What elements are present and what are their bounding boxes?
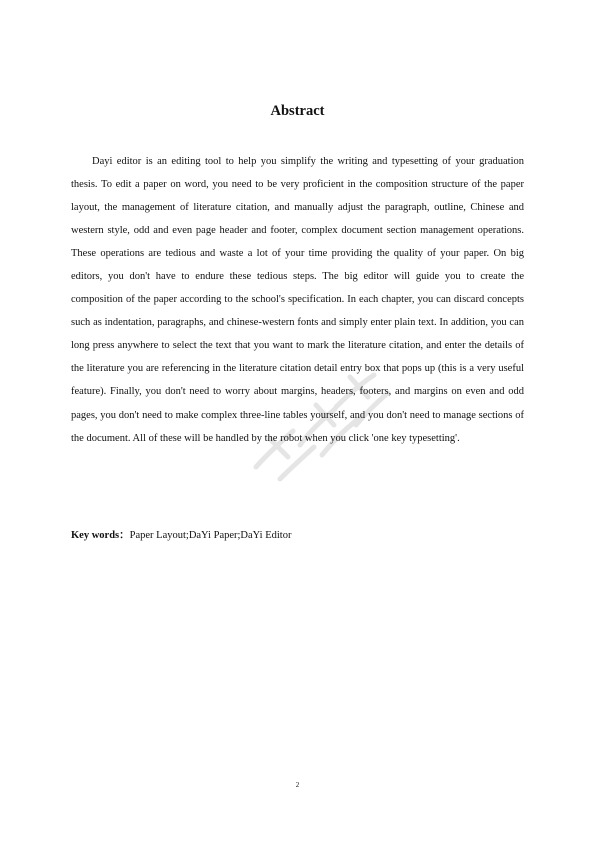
keywords-separator: ： bbox=[119, 530, 130, 541]
keywords-value: Paper Layout;DaYi Paper;DaYi Editor bbox=[129, 530, 292, 541]
abstract-title: Abstract bbox=[270, 103, 325, 119]
abstract-body: Dayi editor is an editing tool to help you simplify the writing and typesetting of your graduation thesis. To edit a paper on word, you need to be very proficient in the composition structure of the paper layout, the management of literature citation, and manually adjust the paragraph, outline, Chinese and western style, odd and even page header and footer, complex document section management operations. These operations are tedious and waste a lot of your time providing the quality of your paper. On big editors, you don't have to endure these tedious steps. The big editor will guide you to create the composition of the paper according to the school's specification. In each chapter, you can discard concepts such as indentation, paragraphs, and chinese-western fonts and simply enter plain text. In addition, you can long press anywhere to select the text that you want to mark the literature citation, and enter the details of the literature you are referencing in the literature citation detail entry box that pops up (this is a very useful feature). Finally, you don't need to worry about margins, headers, footers, and margins on even and odd pages, you don't need to make complex three-line tables yourself, and you don't need to manage sections of the document. All of these will be handled by the robot when you click 'one key typesetting'. bbox=[71, 156, 524, 444]
page-number: 2 bbox=[295, 781, 300, 789]
keywords-line bbox=[71, 526, 524, 546]
keywords-label: Key words bbox=[71, 530, 120, 541]
